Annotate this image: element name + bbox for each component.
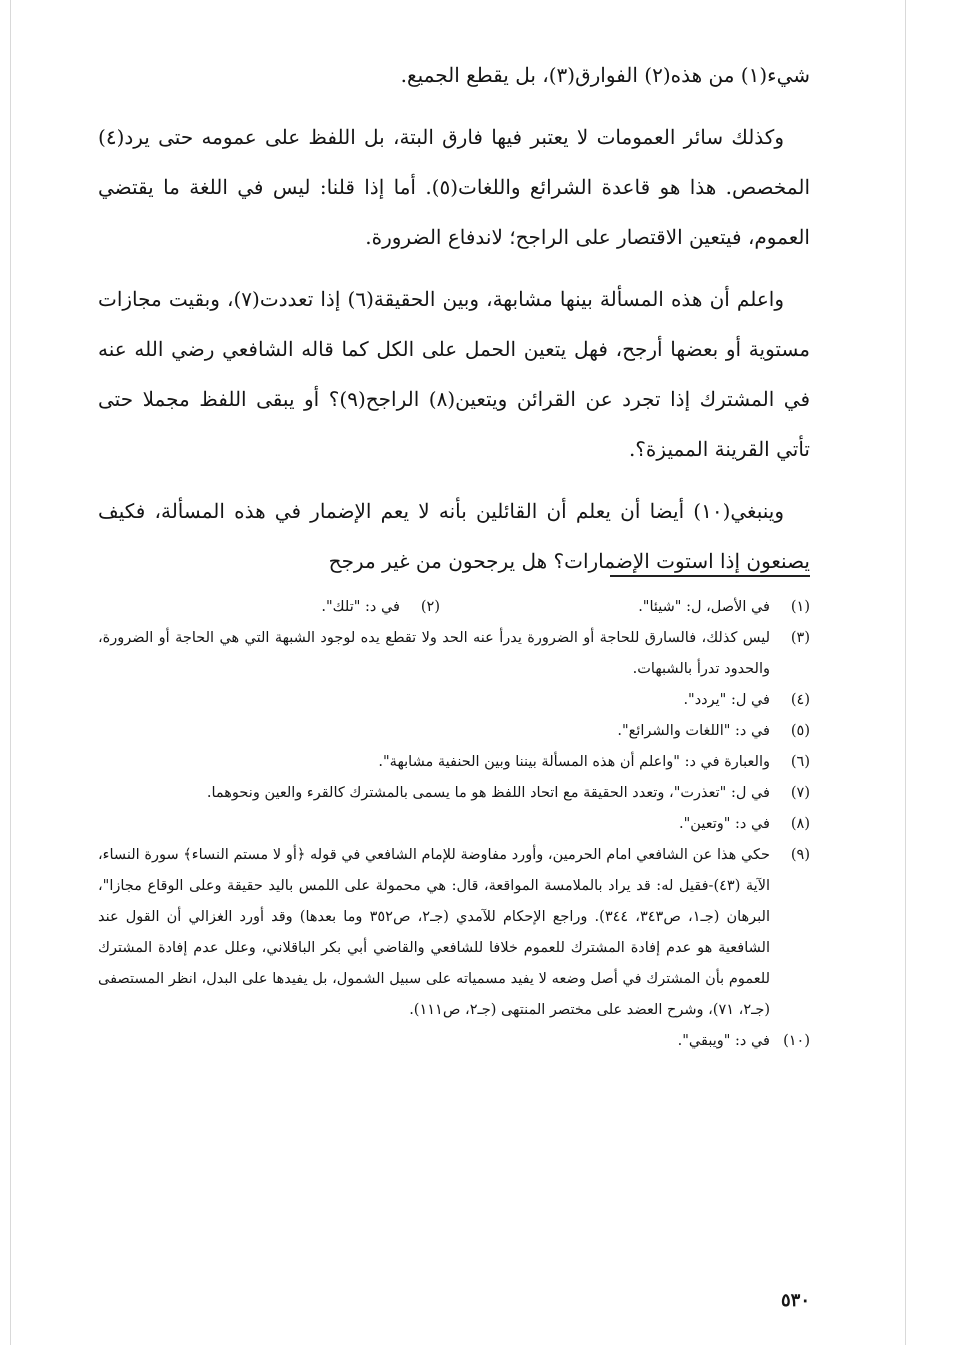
text-line: حتى يرد(٤) المخصص. هذا هو قاعدة الشرائع واللغات(٥). أما إذا قلنا: ليس: [98, 125, 810, 199]
footnote-6: [98, 747, 810, 778]
footnote-text: في د: "اللغات والشرائع".: [617, 723, 770, 739]
paragraph-4: [98, 486, 810, 586]
footnote-text: في د: "وتعين".: [679, 816, 770, 832]
text-line: الشافعي رضي الله عنه في المشترك إذا تجرد عن القرائن ويتعين(٨) الراجح(٩)؟: [98, 337, 811, 411]
footnote-7: [98, 778, 810, 809]
footnote-number: (٧): [790, 785, 810, 801]
page-number: ٥٣٠: [780, 1290, 810, 1311]
footnote-text: البدل، انظر المستصفى (جـ٢، ٧١)، وشرح العضد على مختصر المنتهى (جـ٢، ص١١١).: [98, 971, 770, 1018]
footnote-number: (٣): [790, 630, 810, 646]
main-text: [98, 50, 810, 598]
footnote-text: في ل: "تعذرت"، وتعدد الحقيقة مع اتحاد اللفظ هو ما يسمى بالمشترك كالقرء والعين: [264, 785, 770, 801]
footnote-number: (٢): [420, 599, 440, 615]
footnote-2: [98, 592, 440, 623]
footnote-row: [98, 592, 810, 623]
footnote-text: ليس كذلك، فالسارق للحاجة أو الضرورة يدرأ عنه الحد ولا تقطع يده لوجود الشبهة التي هي: [219, 630, 771, 646]
scan-fold-line: [905, 0, 906, 1345]
footnote-number: (٥): [790, 723, 810, 739]
footnote-text: والعبارة في د: "واعلم أن هذه المسألة بيننا وبين الحنفية مشابهة".: [378, 754, 770, 770]
footnote-text: الحاجة أو الضرورة، والحدود تدرأ بالشبهات.: [98, 630, 770, 677]
footnote-text: في د: "ويبقي".: [677, 1033, 770, 1049]
scan-edge-line: [10, 0, 11, 1345]
footnote-3: [98, 623, 810, 685]
text-line: واعلم أن هذه المسألة بينها مشابهة، وبين الحقيقة(٦) إذا تعددت(٧)، وبقيت: [168, 287, 785, 311]
footnote-text: في د: "تلك".: [321, 599, 400, 615]
footnote-4: [98, 685, 810, 716]
footnote-number: (١٠): [783, 1033, 810, 1049]
footnote-text: الإحكام للآمدي (جـ٢، ص٣٥٢ وما بعدها) وقد أورد الغزالي أن القول عند الشافعية هو عدم: [98, 909, 770, 956]
footnote-text: للعموم بأن المشترك في أصل وضعه لا يفيد مسمياته على سبيل الشمول، بل يفيدها على: [241, 971, 770, 987]
text-line: شيء(١) من هذه(٢) الفوارق(٣)، بل يقطع الجميع.: [400, 63, 810, 87]
footnote-text: النساء﴾ سورة النساء، الآية (٤٣)-فقيل له: قد يراد بالملامسة المواقعة، قال: هي محمولة: [98, 847, 771, 894]
footnote-number: (٩): [790, 847, 810, 863]
footnote-text: إفادة المشترك للعموم خلافا للشافعي والقاضي أبي بكر الباقلاني، وعلل عدم إفادة المشترك: [98, 940, 661, 956]
footnote-text: في ل: "يردد".: [683, 692, 770, 708]
text-line: وينبغي(١٠) أيضا أن يعلم أن القائلين بأنه لا يعم الإضمار في هذه المسألة،: [154, 499, 784, 523]
text-line: مجازات مستوية أو بعضها أرجح، فهل يتعين الحمل على الكل كما قاله: [98, 287, 811, 361]
footnote-text: على اللمس باليد حقيقة وعلى الوقاع مجازا"، البرهان (جـ١، ص٣٤٣، ٣٤٤). وراجع: [98, 878, 770, 925]
text-line: أو يبقى اللفظ مجملا حتى تأتي القرينة المميزة؟.: [98, 387, 810, 461]
footnote-text: حكي هذا عن الشافعي امام الحرمين، وأورد مفاوضة للإمام الشافعي في قوله ﴿أو لا مستم: [233, 847, 771, 863]
text-line: وكذلك سائر العمومات لا يعتبر فيها فارق البتة، بل اللفظ على عمومه: [201, 125, 784, 149]
paragraph-1: [98, 50, 810, 100]
footnote-separator: [610, 575, 810, 577]
footnote-number: (٦): [790, 754, 810, 770]
text-line: فكيف يصنعون إذا استوت الإضمارات؟ هل يرجحون من غير مرجح: [98, 499, 810, 573]
paragraph-3: [98, 274, 810, 474]
footnotes: [98, 592, 810, 1057]
text-line: في اللغة ما يقتضي العموم، فيتعين الاقتصار على الراجح؛ لاندفاع الضرورة.: [98, 175, 810, 249]
footnote-text: ونحوهما.: [206, 785, 260, 801]
footnote-10: [98, 1026, 810, 1057]
footnote-8: [98, 809, 810, 840]
footnote-5: [98, 716, 810, 747]
paragraph-2: [98, 112, 810, 262]
footnote-number: (٨): [790, 816, 810, 832]
footnote-1: [440, 592, 810, 623]
footnote-number: (٤): [790, 692, 810, 708]
footnote-text: في الأصل، ل: "شيئا".: [638, 599, 770, 615]
footnote-9: [98, 840, 810, 1026]
footnote-number: (١): [790, 599, 810, 615]
